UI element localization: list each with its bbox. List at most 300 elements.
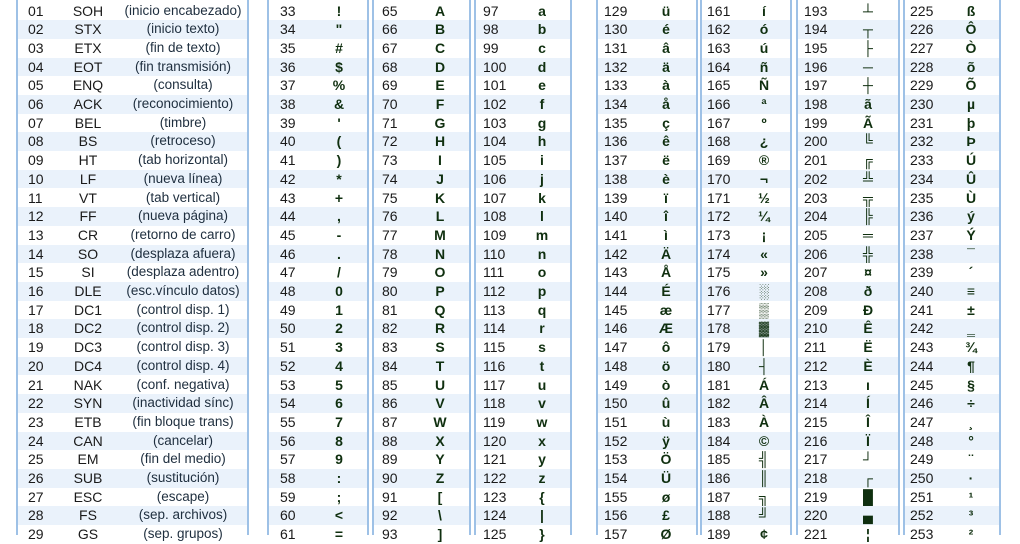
code-number: 45 bbox=[280, 226, 296, 243]
code-description: (retroceso) bbox=[150, 133, 216, 149]
code-character: q bbox=[537, 301, 547, 318]
code-number: 200 bbox=[804, 133, 828, 150]
code-character: / bbox=[337, 264, 341, 281]
code-number: 198 bbox=[804, 96, 828, 112]
code-number: 54 bbox=[280, 395, 296, 412]
table-row bbox=[18, 488, 247, 507]
code-number: 122 bbox=[483, 470, 507, 486]
code-character: x bbox=[538, 432, 546, 449]
table-row bbox=[374, 450, 469, 469]
table-row bbox=[702, 506, 790, 525]
code-number: 78 bbox=[382, 245, 398, 262]
code-character: ó bbox=[759, 21, 769, 38]
code-description: (inicio texto) bbox=[146, 21, 220, 37]
code-abbreviation: EOT bbox=[73, 58, 103, 75]
code-number: 186 bbox=[707, 470, 731, 486]
code-character: þ bbox=[966, 114, 976, 131]
code-character: t bbox=[539, 357, 545, 374]
table-row bbox=[905, 20, 999, 39]
table-row bbox=[905, 39, 999, 58]
code-character: ╬ bbox=[863, 245, 873, 262]
code-character: Û bbox=[965, 170, 977, 187]
table-row bbox=[798, 376, 898, 395]
table-row bbox=[702, 226, 790, 245]
table-row bbox=[798, 450, 898, 469]
code-number: 174 bbox=[707, 245, 731, 262]
table-row bbox=[18, 114, 247, 133]
table-row bbox=[374, 95, 469, 114]
table-row bbox=[702, 450, 790, 469]
table-row bbox=[476, 282, 570, 301]
code-character: [ bbox=[437, 488, 443, 505]
code-number: 18 bbox=[28, 320, 44, 337]
code-character: { bbox=[539, 488, 545, 505]
code-number: 61 bbox=[280, 526, 296, 543]
code-character: j bbox=[540, 170, 544, 187]
code-character: ┬ bbox=[863, 21, 873, 38]
code-number: 71 bbox=[382, 114, 398, 131]
table-row bbox=[18, 376, 247, 395]
table-row bbox=[269, 263, 367, 282]
code-character: s bbox=[538, 339, 546, 356]
code-character: Ö bbox=[660, 451, 672, 468]
table-row bbox=[905, 132, 999, 151]
code-description: (fin de texto) bbox=[145, 39, 221, 55]
table-row bbox=[905, 357, 999, 376]
table-row bbox=[374, 151, 469, 170]
code-abbreviation: SO bbox=[77, 245, 99, 262]
table-row bbox=[269, 76, 367, 95]
table-row bbox=[905, 95, 999, 114]
table-row bbox=[905, 301, 999, 320]
table-row bbox=[374, 76, 469, 95]
code-character: X bbox=[435, 432, 445, 449]
code-number: 239 bbox=[910, 264, 934, 281]
table-row bbox=[476, 338, 570, 357]
code-character: ù bbox=[661, 413, 671, 430]
code-character: 8 bbox=[335, 432, 343, 449]
code-number: 47 bbox=[280, 264, 296, 281]
code-character: } bbox=[539, 526, 545, 543]
code-character: ü bbox=[661, 2, 671, 19]
code-description: (timbre) bbox=[159, 114, 207, 130]
code-character: â bbox=[662, 39, 670, 56]
table-row bbox=[374, 170, 469, 189]
code-number: 202 bbox=[804, 170, 828, 187]
code-character: Ò bbox=[965, 39, 977, 56]
table-row bbox=[598, 413, 696, 432]
code-number: 134 bbox=[604, 96, 628, 112]
code-number: 135 bbox=[604, 114, 628, 131]
code-number: 193 bbox=[804, 2, 828, 19]
code-number: 244 bbox=[910, 357, 934, 374]
table-row bbox=[18, 319, 247, 338]
code-description: (esc.vínculo datos) bbox=[126, 283, 240, 298]
code-character: Ñ bbox=[758, 77, 770, 94]
table-row bbox=[18, 189, 247, 208]
table-row bbox=[476, 245, 570, 264]
code-character: · bbox=[968, 470, 974, 486]
code-character: ñ bbox=[759, 58, 769, 75]
table-row bbox=[798, 76, 898, 95]
code-character: a bbox=[538, 2, 546, 19]
code-number: 189 bbox=[707, 526, 731, 543]
code-character: ¡ bbox=[761, 226, 767, 243]
code-character: % bbox=[332, 77, 346, 94]
table-row bbox=[598, 376, 696, 395]
code-character: ! bbox=[336, 2, 342, 19]
code-character: ² bbox=[968, 526, 974, 543]
code-number: 93 bbox=[382, 526, 398, 543]
code-character: - bbox=[336, 226, 342, 243]
code-number: 04 bbox=[28, 58, 44, 75]
code-number: 17 bbox=[28, 301, 44, 318]
table-row bbox=[374, 282, 469, 301]
code-character: ³ bbox=[968, 507, 974, 524]
code-number: 29 bbox=[28, 526, 44, 543]
code-number: 140 bbox=[604, 208, 628, 225]
table-row bbox=[702, 319, 790, 338]
code-number: 76 bbox=[382, 208, 398, 225]
table-row bbox=[374, 525, 469, 544]
code-number: 102 bbox=[483, 96, 507, 112]
code-number: 231 bbox=[910, 114, 934, 131]
code-character: z bbox=[538, 470, 546, 486]
table-row bbox=[798, 525, 898, 544]
code-number: 74 bbox=[382, 170, 398, 187]
code-character: * bbox=[336, 170, 342, 187]
code-character: ; bbox=[336, 488, 342, 505]
printable-table-2 bbox=[372, 0, 471, 543]
code-number: 85 bbox=[382, 376, 398, 393]
code-number: 05 bbox=[28, 77, 44, 94]
code-character: I bbox=[438, 152, 442, 169]
code-character: Õ bbox=[965, 77, 977, 94]
code-number: 138 bbox=[604, 170, 628, 187]
table-row bbox=[702, 432, 790, 451]
code-number: 12 bbox=[28, 208, 44, 225]
code-character: Q bbox=[434, 301, 446, 318]
code-character: W bbox=[433, 413, 447, 430]
table-row bbox=[798, 95, 898, 114]
code-number: 210 bbox=[804, 320, 828, 337]
code-character: Ä bbox=[660, 245, 672, 262]
code-number: 187 bbox=[707, 488, 731, 505]
code-number: 60 bbox=[280, 507, 296, 524]
code-number: 112 bbox=[483, 283, 506, 299]
table-row bbox=[476, 488, 570, 507]
code-number: 169 bbox=[707, 152, 731, 169]
code-character: ì bbox=[664, 226, 668, 243]
code-character: 6 bbox=[335, 395, 343, 412]
table-row bbox=[702, 95, 790, 114]
code-character: Ð bbox=[862, 301, 874, 318]
table-row bbox=[18, 39, 247, 58]
code-description: (control disp. 1) bbox=[136, 301, 230, 317]
table-row bbox=[269, 58, 367, 77]
code-description: (retorno de carro) bbox=[130, 226, 236, 242]
table-row bbox=[905, 170, 999, 189]
table-row bbox=[269, 338, 367, 357]
extended-table-4 bbox=[903, 0, 1001, 543]
table-row bbox=[18, 151, 247, 170]
code-number: 204 bbox=[804, 208, 828, 225]
table-row bbox=[798, 319, 898, 338]
code-number: 180 bbox=[707, 357, 731, 374]
table-row bbox=[374, 114, 469, 133]
code-abbreviation: SYN bbox=[73, 395, 103, 412]
code-character: E bbox=[435, 77, 445, 94]
code-number: 242 bbox=[910, 320, 934, 337]
code-number: 100 bbox=[483, 58, 507, 75]
table-row bbox=[702, 39, 790, 58]
code-number: 44 bbox=[280, 208, 296, 225]
code-description: (inactividad sínc) bbox=[132, 395, 234, 411]
code-character: F bbox=[435, 96, 445, 112]
code-character: U bbox=[434, 376, 446, 393]
table-row bbox=[269, 432, 367, 451]
code-number: 176 bbox=[707, 283, 731, 299]
code-character: ║ bbox=[759, 470, 769, 486]
code-number: 212 bbox=[804, 357, 828, 374]
table-row bbox=[598, 506, 696, 525]
table-row bbox=[269, 132, 367, 151]
table-row bbox=[798, 282, 898, 301]
code-character: ï bbox=[664, 189, 668, 206]
code-character: Ø bbox=[660, 526, 672, 543]
code-character: 4 bbox=[335, 357, 343, 374]
code-number: 58 bbox=[280, 470, 296, 486]
code-number: 243 bbox=[910, 339, 934, 356]
code-character: | bbox=[540, 507, 544, 524]
table-row bbox=[476, 469, 570, 488]
code-number: 109 bbox=[483, 226, 507, 243]
code-description: (nueva página) bbox=[137, 208, 229, 224]
code-character: d bbox=[537, 58, 547, 75]
table-row bbox=[798, 170, 898, 189]
code-abbreviation: ESC bbox=[73, 488, 103, 505]
code-character: ÿ bbox=[662, 432, 670, 449]
table-row bbox=[905, 450, 999, 469]
table-row bbox=[18, 432, 247, 451]
code-number: 211 bbox=[804, 339, 827, 356]
code-number: 249 bbox=[910, 451, 934, 468]
code-number: 162 bbox=[707, 21, 731, 38]
code-number: 214 bbox=[804, 395, 828, 412]
code-number: 123 bbox=[483, 488, 507, 505]
code-character: ‗ bbox=[967, 320, 975, 337]
code-number: 39 bbox=[280, 114, 296, 131]
code-number: 153 bbox=[604, 451, 628, 468]
code-abbreviation: ETB bbox=[74, 413, 102, 430]
table-row bbox=[476, 207, 570, 226]
code-character: ═ bbox=[863, 226, 873, 243]
code-character: N bbox=[434, 245, 446, 262]
code-abbreviation: DLE bbox=[74, 283, 102, 299]
table-row bbox=[598, 170, 696, 189]
code-description: (cancelar) bbox=[152, 432, 214, 448]
code-number: 152 bbox=[604, 432, 628, 449]
code-number: 147 bbox=[604, 339, 628, 356]
code-number: 52 bbox=[280, 357, 296, 374]
table-row bbox=[476, 413, 570, 432]
table-row bbox=[18, 95, 247, 114]
code-character: æ bbox=[659, 301, 673, 318]
code-abbreviation: VT bbox=[79, 189, 97, 206]
code-number: 145 bbox=[604, 301, 628, 318]
table-row bbox=[798, 506, 898, 525]
table-row bbox=[702, 189, 790, 208]
table-row bbox=[905, 245, 999, 264]
code-number: 195 bbox=[804, 39, 828, 56]
table-row bbox=[702, 207, 790, 226]
code-description: (desplaza afuera) bbox=[130, 245, 236, 261]
code-number: 230 bbox=[910, 96, 934, 112]
table-row bbox=[702, 357, 790, 376]
code-number: 120 bbox=[483, 432, 507, 449]
table-row bbox=[905, 469, 999, 488]
code-number: 205 bbox=[804, 226, 828, 243]
code-character: ┤ bbox=[759, 357, 769, 374]
code-character: é bbox=[662, 21, 670, 38]
table-row bbox=[476, 39, 570, 58]
code-character: ¢ bbox=[760, 526, 768, 543]
table-row bbox=[598, 282, 696, 301]
table-row bbox=[702, 245, 790, 264]
code-number: 104 bbox=[483, 133, 507, 150]
code-number: 88 bbox=[382, 432, 398, 449]
code-number: 175 bbox=[707, 264, 731, 281]
code-character: │ bbox=[759, 339, 769, 356]
table-row bbox=[374, 207, 469, 226]
code-number: 150 bbox=[604, 395, 628, 412]
table-row bbox=[476, 432, 570, 451]
code-character: ' bbox=[337, 114, 341, 131]
table-row bbox=[18, 226, 247, 245]
code-character: ý bbox=[967, 208, 975, 225]
table-row bbox=[18, 58, 247, 77]
code-character: ô bbox=[661, 339, 671, 356]
table-row bbox=[18, 525, 247, 544]
code-number: 144 bbox=[604, 283, 628, 299]
table-row bbox=[269, 469, 367, 488]
code-number: 236 bbox=[910, 208, 934, 225]
table-row bbox=[374, 189, 469, 208]
code-number: 23 bbox=[28, 413, 44, 430]
code-character: J bbox=[436, 170, 444, 187]
code-number: 250 bbox=[910, 470, 934, 486]
code-number: 215 bbox=[804, 413, 828, 430]
code-number: 235 bbox=[910, 189, 934, 206]
code-character: í bbox=[762, 2, 766, 19]
code-number: 238 bbox=[910, 245, 934, 262]
table-row bbox=[476, 58, 570, 77]
code-character: 0 bbox=[335, 283, 343, 299]
code-number: 97 bbox=[483, 2, 499, 19]
code-number: 129 bbox=[604, 2, 628, 19]
code-character: ¬ bbox=[759, 170, 769, 187]
code-character: h bbox=[537, 133, 547, 150]
table-row bbox=[269, 207, 367, 226]
code-character: < bbox=[334, 507, 344, 524]
table-row bbox=[905, 2, 999, 21]
code-number: 149 bbox=[604, 376, 628, 393]
table-row bbox=[476, 376, 570, 395]
code-description: (control disp. 4) bbox=[136, 357, 230, 373]
code-number: 133 bbox=[604, 77, 628, 94]
code-character: n bbox=[537, 245, 547, 262]
code-number: 251 bbox=[910, 488, 934, 505]
table-row bbox=[476, 76, 570, 95]
code-number: 22 bbox=[28, 395, 44, 412]
extended-table-3 bbox=[796, 0, 900, 543]
table-row bbox=[476, 95, 570, 114]
code-character: Þ bbox=[966, 133, 976, 150]
table-row bbox=[905, 189, 999, 208]
table-row bbox=[269, 357, 367, 376]
code-character: y bbox=[538, 451, 546, 468]
code-abbreviation: DC3 bbox=[73, 339, 102, 356]
code-character: S bbox=[435, 339, 445, 356]
code-character: ╩ bbox=[863, 170, 873, 187]
code-number: 119 bbox=[483, 413, 506, 430]
code-abbreviation: HT bbox=[78, 152, 98, 169]
table-row bbox=[905, 151, 999, 170]
code-character: ª bbox=[761, 96, 767, 112]
table-row bbox=[476, 114, 570, 133]
table-row bbox=[798, 413, 898, 432]
code-number: 56 bbox=[280, 432, 296, 449]
code-number: 170 bbox=[707, 170, 731, 187]
code-number: 209 bbox=[804, 301, 828, 318]
code-number: 163 bbox=[707, 39, 731, 56]
code-number: 81 bbox=[382, 301, 398, 318]
table-row bbox=[905, 282, 999, 301]
code-number: 199 bbox=[804, 114, 828, 131]
code-number: 42 bbox=[280, 170, 296, 187]
code-character: 3 bbox=[335, 339, 343, 356]
code-number: 91 bbox=[382, 488, 398, 505]
table-row bbox=[374, 2, 469, 21]
code-character: £ bbox=[662, 507, 670, 524]
table-row bbox=[598, 319, 696, 338]
table-row bbox=[702, 58, 790, 77]
code-description: (escape) bbox=[156, 488, 210, 504]
code-character: Í bbox=[866, 395, 870, 412]
table-row bbox=[18, 357, 247, 376]
code-number: 165 bbox=[707, 77, 731, 94]
table-row bbox=[905, 207, 999, 226]
code-character: ö bbox=[661, 357, 671, 374]
code-character: w bbox=[536, 413, 548, 430]
code-number: 229 bbox=[910, 77, 934, 94]
code-number: 40 bbox=[280, 133, 296, 150]
printable-table-3 bbox=[474, 0, 572, 543]
code-character: 2 bbox=[335, 320, 343, 337]
table-row bbox=[476, 394, 570, 413]
table-row bbox=[374, 132, 469, 151]
table-row bbox=[598, 151, 696, 170]
table-row bbox=[18, 394, 247, 413]
table-row bbox=[905, 376, 999, 395]
table-row bbox=[18, 301, 247, 320]
code-character: m bbox=[535, 226, 549, 243]
table-row bbox=[905, 114, 999, 133]
code-number: 101 bbox=[483, 77, 507, 94]
table-row bbox=[269, 189, 367, 208]
table-row bbox=[18, 506, 247, 525]
code-number: 196 bbox=[804, 58, 828, 75]
